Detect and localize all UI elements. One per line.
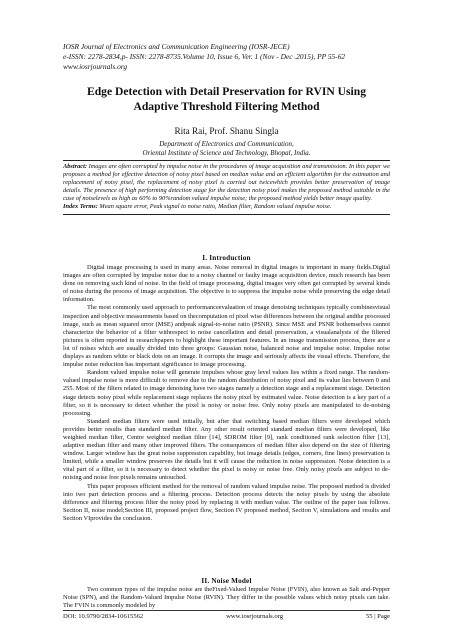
affiliation-dept: Department of Electronics and Communication, [159,140,294,148]
journal-url[interactable]: www.iosrjournals.org [63,62,128,72]
paragraph: Standard median filters were used initially, but after that switching based median filters were developed which provides better results than standard median filter. Any other result oriented standard median filters were developed, like weighted median filter, Centre weighted median filter [14], SDROM filter [9], rank conditioned rank selection filter [13], adaptive median filter and many other improved filters. The consequences of median filter also depend on the size of filtering window. Larger window has the great noise suppression capability, but image details (edges, corners, fine lines) preservation is limited, while a smaller window preserves the details but it will cause the reduction in noise suppression. Noise detection is a vital part of a filter, so it is necessary to detect whether the pixel is noisy or noise free. Only noisy pixels are subject to de-noising and noise free pixels remains untouched. [63,417,390,482]
footer-rule [63,610,390,611]
noise-model-body [63,586,390,610]
title-line-2: Adaptive Threshold Filtering Method [133,100,320,113]
journal-name: IOSR Journal of Electronics and Communication Engineering (IOSR-JECE) [63,42,290,51]
abstract-label: Abstract: [63,163,87,170]
paragraph: Two common types of the impulse noise are theFixed-Valued Impulse Noise (FVIN), also known as Salt and-Pepper Noise (SPN), and the Random-Valued Impulse Noise (RVIN). They differ in the possible values which noisy pixels can take. The FVIN is commonly modeled by [63,586,390,610]
index-terms-text: Mean square error, Peak signal to noise ratio, Median filter, Random valued impulse noise. [97,203,332,211]
footer-site[interactable]: www.iosrjournals.org [226,613,284,620]
paragraph: Random valued impulse noise will generate impulses whose gray level values lies within a fixed range. The random-valued impulse noise is more difficult to remove due to the random distribution of noisy pixel and its value lies between 0 and 255. Most of the filters related to image denoising have two stages namely a detection stage and a replacement stage. Detection stage detects noisy pixel while replacement stage replaces the noisy pixel by estimated value. Noise detection is a key part of a filter, so it is necessary to detect whether the pixel is noisy or noise free. Only noisy pixels are manipulated to de-noising processing. [63,369,390,417]
affiliation-institute: Oriental Institute of Science and Technology, Bhopal, India. [142,149,311,158]
journal-header [63,42,393,73]
journal-issn: e-ISSN: 2278-2834,p- ISSN: 2278-8735.Volume 10, Issue 6, Ver. 1 (Nov - Dec .2015), PP 55-62 [63,52,346,62]
paragraph: This paper proposes efficient method for the removal of random valued impulse noise. The proposed method is divided into two part detection process and a filtering process. Detection process detects the noisy pixels by using the absolute difference and filtering process filter the noisy pixel by replacing it with median value. The outline of the paper isas follows. Section II, noise model;Section III, proposed project flow, Section IV proposed method, Section V, simulations and results and Section VIprovides the conclusion. [63,482,390,522]
abstract [63,163,390,203]
footer-doi: DOI: 10.9790/2834-10615562 [63,613,144,620]
introduction-body [63,264,390,523]
page-footer [63,613,390,620]
paper-title [0,84,453,114]
authors: Rita Rai, Prof. Shanu Singla [174,126,279,136]
section-heading-introduction: I. Introduction [202,254,251,262]
abstract-text: Images are often corrupted by impulse noise in the procedures of image acquisition and transmission. In this paper we proposes a method for effective detection of noisy pixel based on median value and an efficient algorithm for the estimation and replacement of noisy pixel, the replacement of noisy pixel is carried out twicewhich provides better preservation of image details. The presence of high performing detection stage for the detection noisy pixel makes the proposed method suitable in the case of noiselevels as high as 60% to 90%random valued impulse noise; the proposed method yields better image quality. [63,163,390,203]
section-heading-noise-model: II. Noise Model [201,577,252,585]
affiliation [0,140,453,159]
paragraph: Digital image processing is used in many areas. Noise removal in digital images is important in many fields.Digital images are often corrupted by impulse noise due to a noisy channel or faulty image acquisition device, much research has been done on removing such kind of noise. In the field of image processing, digital images very often get corrupted by several kinds of noise during the process of image acquisition. The objective is to suppress the impulse noise while preserving the edge detail information. [63,264,390,304]
paragraph: The most commonly used approach to performanceevaluation of image denoising techniques typically combinesvisual inspection and objective measurements based on thecomputation of pixel wise differences between the original andthe processed image, such as mean squared error (MSE) andpeak signal-to-noise ratio (PSNR). Since MSE and PSNR bothemselves cannot characterize the behavior of a filter withrespect to noise cancellation and detail preservation, a visualanalysis of the filtered pictures is often reported in researchpapers to highlight these important features. In an image transmission process, there are a lot of noises which are usually divided into three groups: Gaussian noise, balanced noise and impulse noise. Impulse noise displays as random white or black dots on an image. It corrupts the image and seriously affects the visual effects. Therefore, the impulse noise reduction has important significance to image processing. [63,304,391,369]
index-terms [63,203,390,211]
title-line-1: Edge Detection with Detail Preservation for RVIN Using [87,85,366,98]
abstract-box [63,160,390,215]
footer-page-number: 55 | Page [365,613,390,620]
index-terms-label: Index Terms: [63,203,98,211]
